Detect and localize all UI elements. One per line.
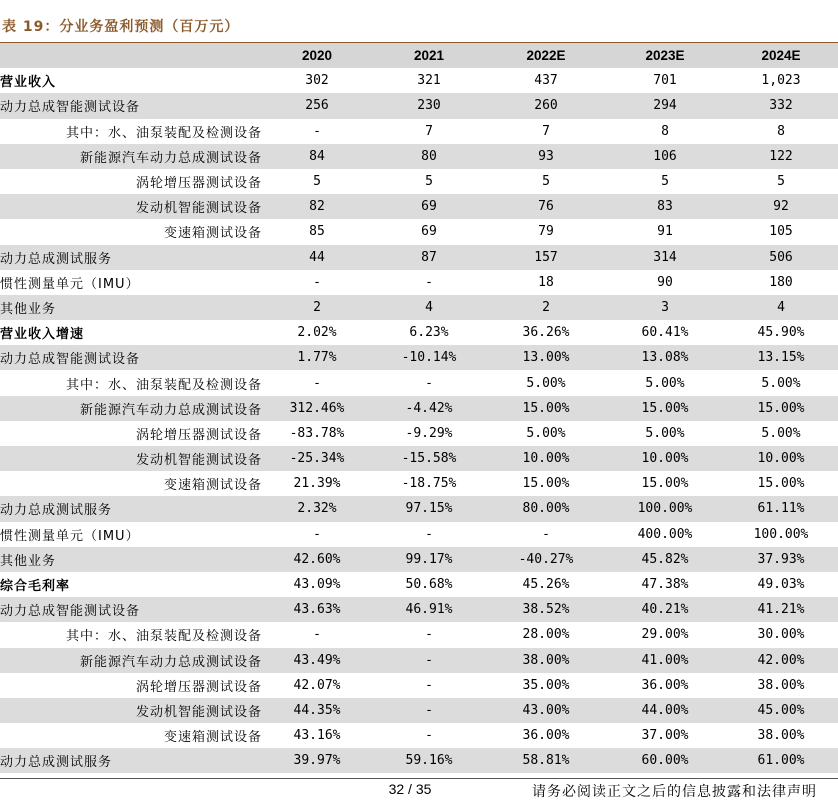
cell-value: 437 bbox=[534, 73, 558, 89]
table-row bbox=[0, 370, 838, 395]
table-row bbox=[0, 421, 838, 446]
cell-value: 506 bbox=[724, 245, 838, 270]
cell-value: 18 bbox=[538, 274, 554, 290]
cell-value: 36.00% bbox=[641, 677, 689, 693]
cell-value: - bbox=[425, 375, 433, 391]
row-label: 综合毛利率 bbox=[0, 579, 71, 595]
cell-value: 8 bbox=[777, 123, 785, 139]
cell-value: 43.09% bbox=[293, 577, 341, 593]
cell-value: - bbox=[313, 526, 321, 542]
cell-value: 294 bbox=[606, 93, 724, 118]
table-row bbox=[0, 270, 838, 295]
cell-value: 60.00% bbox=[606, 748, 724, 773]
cell-value: 47.38% bbox=[641, 577, 689, 593]
cell-value: - bbox=[313, 627, 321, 643]
cell-value: 28.00% bbox=[522, 627, 570, 643]
cell-value: 37.93% bbox=[724, 547, 838, 572]
table-row bbox=[0, 68, 838, 93]
cell-value: 15.00% bbox=[757, 476, 805, 492]
cell-value: 5 bbox=[313, 174, 321, 190]
row-label: 其他业务 bbox=[0, 295, 262, 320]
cell-value: 5 bbox=[425, 174, 433, 190]
row-label: 动力总成测试服务 bbox=[0, 748, 262, 773]
cell-value: 10.00% bbox=[606, 446, 724, 471]
cell-value: 99.17% bbox=[372, 547, 486, 572]
page-number: 32 / 35 bbox=[388, 781, 432, 797]
table-row bbox=[0, 723, 838, 748]
row-label: 营业收入 bbox=[0, 75, 57, 91]
cell-value: 38.00% bbox=[486, 648, 606, 673]
table-row bbox=[0, 698, 838, 723]
cell-value: 41.00% bbox=[606, 648, 724, 673]
cell-value: 61.00% bbox=[724, 748, 838, 773]
cell-value: 85 bbox=[309, 224, 325, 240]
cell-value: 59.16% bbox=[372, 748, 486, 773]
cell-value: 45.26% bbox=[522, 577, 570, 593]
cell-value: 69 bbox=[421, 224, 437, 240]
table-row bbox=[0, 496, 838, 521]
cell-value: 92 bbox=[724, 194, 838, 219]
cell-value: 5.00% bbox=[645, 375, 685, 391]
cell-value: 45.00% bbox=[724, 698, 838, 723]
table-row bbox=[0, 245, 838, 270]
table-row bbox=[0, 547, 838, 572]
cell-value: 36.26% bbox=[522, 325, 570, 341]
row-label: 其中：水、油泵装配及检测设备 bbox=[65, 377, 262, 393]
cell-value: 83 bbox=[606, 194, 724, 219]
cell-value: -9.29% bbox=[405, 425, 453, 441]
cell-value: 10.00% bbox=[486, 446, 606, 471]
cell-value: 314 bbox=[606, 245, 724, 270]
cell-value: 80.00% bbox=[486, 496, 606, 521]
cell-value: - bbox=[425, 274, 433, 290]
cell-value: 43.49% bbox=[262, 648, 372, 673]
cell-value: 42.00% bbox=[724, 648, 838, 673]
cell-value: -18.75% bbox=[401, 476, 457, 492]
cell-value: 7 bbox=[425, 123, 433, 139]
cell-value: 2.32% bbox=[262, 496, 372, 521]
footer-divider bbox=[0, 778, 838, 779]
row-label: 新能源汽车动力总成测试设备 bbox=[0, 396, 262, 421]
cell-value: -4.42% bbox=[372, 396, 486, 421]
cell-value: 5.00% bbox=[526, 375, 566, 391]
table-row bbox=[0, 169, 838, 194]
table-row bbox=[0, 471, 838, 496]
cell-value: 122 bbox=[724, 144, 838, 169]
cell-value: 5 bbox=[661, 174, 669, 190]
table-row bbox=[0, 219, 838, 244]
cell-value: 256 bbox=[262, 93, 372, 118]
cell-value: 230 bbox=[372, 93, 486, 118]
cell-value: 13.08% bbox=[606, 345, 724, 370]
cell-value: 39.97% bbox=[262, 748, 372, 773]
cell-value: 4 bbox=[724, 295, 838, 320]
cell-value: 44 bbox=[262, 245, 372, 270]
cell-value: -25.34% bbox=[262, 446, 372, 471]
row-label: 动力总成智能测试设备 bbox=[0, 345, 262, 370]
cell-value: 13.00% bbox=[486, 345, 606, 370]
cell-value: 100.00% bbox=[606, 496, 724, 521]
cell-value: 7 bbox=[542, 123, 550, 139]
cell-value: 3 bbox=[606, 295, 724, 320]
cell-value: 332 bbox=[724, 93, 838, 118]
column-header: 2022E bbox=[486, 43, 606, 68]
cell-value: 90 bbox=[657, 274, 673, 290]
row-label: 动力总成测试服务 bbox=[0, 496, 262, 521]
cell-value: - bbox=[313, 123, 321, 139]
cell-value: 91 bbox=[657, 224, 673, 240]
cell-value: 312.46% bbox=[262, 396, 372, 421]
cell-value: 38.00% bbox=[757, 728, 805, 744]
cell-value: 43.16% bbox=[293, 728, 341, 744]
cell-value: 5.00% bbox=[761, 425, 801, 441]
row-label: 涡轮增压器测试设备 bbox=[135, 679, 262, 695]
cell-value: 82 bbox=[262, 194, 372, 219]
table-row bbox=[0, 673, 838, 698]
cell-value: 1.77% bbox=[262, 345, 372, 370]
cell-value: 13.15% bbox=[724, 345, 838, 370]
cell-value: 302 bbox=[305, 73, 329, 89]
table-row bbox=[0, 396, 838, 421]
cell-value: 43.63% bbox=[262, 597, 372, 622]
cell-value: 84 bbox=[262, 144, 372, 169]
cell-value: - bbox=[425, 526, 433, 542]
row-label: 变速箱测试设备 bbox=[163, 226, 262, 242]
row-label: 变速箱测试设备 bbox=[163, 478, 262, 494]
cell-value: 61.11% bbox=[724, 496, 838, 521]
row-label: 惯性测量单元（IMU） bbox=[0, 276, 140, 292]
cell-value: 180 bbox=[769, 274, 793, 290]
cell-value: 97.15% bbox=[372, 496, 486, 521]
cell-value: 5.00% bbox=[645, 425, 685, 441]
column-header: 2021 bbox=[372, 43, 486, 68]
cell-value: 4 bbox=[372, 295, 486, 320]
cell-value: 44.00% bbox=[606, 698, 724, 723]
cell-value: 60.41% bbox=[641, 325, 689, 341]
cell-value: 42.60% bbox=[262, 547, 372, 572]
table-row bbox=[0, 194, 838, 219]
cell-value: 5.00% bbox=[761, 375, 801, 391]
cell-value: 1,023 bbox=[761, 73, 801, 89]
row-label: 营业收入增速 bbox=[0, 327, 85, 343]
cell-value: - bbox=[425, 677, 433, 693]
cell-value: -15.58% bbox=[372, 446, 486, 471]
cell-value: 5 bbox=[542, 174, 550, 190]
cell-value: - bbox=[372, 698, 486, 723]
table-row bbox=[0, 572, 838, 597]
cell-value: 41.21% bbox=[724, 597, 838, 622]
cell-value: 69 bbox=[372, 194, 486, 219]
table-row bbox=[0, 295, 838, 320]
cell-value: 35.00% bbox=[522, 677, 570, 693]
row-label: 发动机智能测试设备 bbox=[0, 446, 262, 471]
cell-value: - bbox=[425, 728, 433, 744]
cell-value: 80 bbox=[372, 144, 486, 169]
cell-value: 49.03% bbox=[757, 577, 805, 593]
row-label: 其中：水、油泵装配及检测设备 bbox=[65, 629, 262, 645]
cell-value: 157 bbox=[486, 245, 606, 270]
cell-value: 105 bbox=[769, 224, 793, 240]
row-label: 发动机智能测试设备 bbox=[0, 194, 262, 219]
cell-value: 42.07% bbox=[293, 677, 341, 693]
table-row bbox=[0, 119, 838, 144]
cell-value: 701 bbox=[653, 73, 677, 89]
cell-value: 6.23% bbox=[409, 325, 449, 341]
cell-value: - bbox=[372, 648, 486, 673]
cell-value: 43.00% bbox=[486, 698, 606, 723]
cell-value: 100.00% bbox=[753, 526, 809, 542]
cell-value: 5.00% bbox=[526, 425, 566, 441]
cell-value: 2 bbox=[262, 295, 372, 320]
cell-value: 46.91% bbox=[372, 597, 486, 622]
cell-value: - bbox=[313, 375, 321, 391]
cell-value: 15.00% bbox=[724, 396, 838, 421]
forecast-table bbox=[0, 43, 838, 773]
cell-value: -83.78% bbox=[289, 425, 345, 441]
table-row bbox=[0, 320, 838, 345]
cell-value: 15.00% bbox=[606, 396, 724, 421]
table-header-row bbox=[0, 43, 838, 68]
row-label: 动力总成智能测试设备 bbox=[0, 597, 262, 622]
cell-value: 79 bbox=[538, 224, 554, 240]
table-row bbox=[0, 748, 838, 773]
column-header bbox=[0, 43, 262, 68]
row-label: 新能源汽车动力总成测试设备 bbox=[0, 648, 262, 673]
cell-value: 15.00% bbox=[486, 396, 606, 421]
row-label: 发动机智能测试设备 bbox=[0, 698, 262, 723]
cell-value: 30.00% bbox=[757, 627, 805, 643]
cell-value: 106 bbox=[606, 144, 724, 169]
disclaimer-text: 请务必阅读正文之后的信息披露和法律声明 bbox=[532, 784, 817, 800]
column-header: 2023E bbox=[606, 43, 724, 68]
cell-value: -40.27% bbox=[486, 547, 606, 572]
cell-value: -10.14% bbox=[372, 345, 486, 370]
cell-value: 21.39% bbox=[293, 476, 341, 492]
row-label: 新能源汽车动力总成测试设备 bbox=[0, 144, 262, 169]
row-label: 变速箱测试设备 bbox=[163, 730, 262, 746]
cell-value: - bbox=[313, 274, 321, 290]
cell-value: 8 bbox=[661, 123, 669, 139]
cell-value: 50.68% bbox=[405, 577, 453, 593]
cell-value: 40.21% bbox=[606, 597, 724, 622]
row-label: 动力总成测试服务 bbox=[0, 245, 262, 270]
cell-value: 29.00% bbox=[641, 627, 689, 643]
column-header: 2020 bbox=[262, 43, 372, 68]
cell-value: - bbox=[425, 627, 433, 643]
cell-value: 58.81% bbox=[486, 748, 606, 773]
table-row bbox=[0, 93, 838, 118]
table-caption: 表 19：分业务盈利预测（百万元） bbox=[2, 19, 240, 35]
table-row bbox=[0, 144, 838, 169]
cell-value: 38.00% bbox=[757, 677, 805, 693]
cell-value: 2 bbox=[486, 295, 606, 320]
cell-value: 93 bbox=[486, 144, 606, 169]
row-label: 惯性测量单元（IMU） bbox=[0, 528, 140, 544]
row-label: 涡轮增压器测试设备 bbox=[135, 176, 262, 192]
cell-value: 2.02% bbox=[297, 325, 337, 341]
cell-value: 76 bbox=[486, 194, 606, 219]
cell-value: 15.00% bbox=[522, 476, 570, 492]
cell-value: 15.00% bbox=[641, 476, 689, 492]
cell-value: 45.90% bbox=[757, 325, 805, 341]
cell-value: 37.00% bbox=[641, 728, 689, 744]
cell-value: 44.35% bbox=[262, 698, 372, 723]
column-header: 2024E bbox=[724, 43, 838, 68]
table-row bbox=[0, 622, 838, 647]
row-label: 涡轮增压器测试设备 bbox=[135, 427, 262, 443]
cell-value: 400.00% bbox=[637, 526, 693, 542]
cell-value: 36.00% bbox=[522, 728, 570, 744]
row-label: 其他业务 bbox=[0, 547, 262, 572]
cell-value: 45.82% bbox=[606, 547, 724, 572]
cell-value: 38.52% bbox=[486, 597, 606, 622]
cell-value: 87 bbox=[372, 245, 486, 270]
row-label: 其中：水、油泵装配及检测设备 bbox=[65, 125, 262, 141]
cell-value: 260 bbox=[486, 93, 606, 118]
cell-value: - bbox=[542, 526, 550, 542]
table-body bbox=[0, 68, 838, 773]
cell-value: 10.00% bbox=[724, 446, 838, 471]
cell-value: 5 bbox=[777, 174, 785, 190]
cell-value: 321 bbox=[417, 73, 441, 89]
row-label: 动力总成智能测试设备 bbox=[0, 93, 262, 118]
table-row bbox=[0, 522, 838, 547]
table-row bbox=[0, 345, 838, 370]
table-row bbox=[0, 446, 838, 471]
table-row bbox=[0, 648, 838, 673]
table-row bbox=[0, 597, 838, 622]
